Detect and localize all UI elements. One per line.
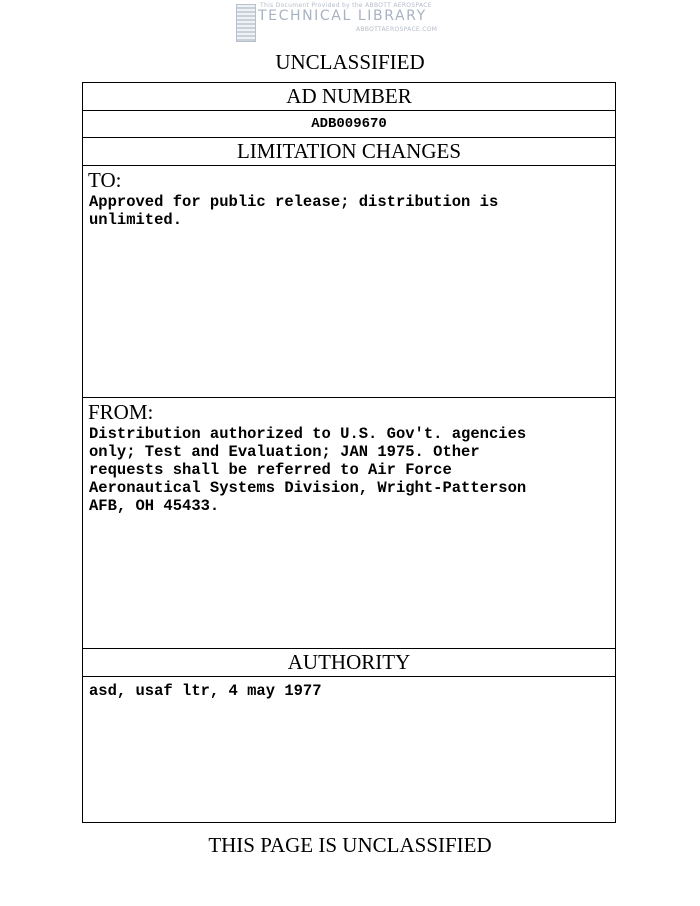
authority-title: AUTHORITY [287,650,411,674]
watermark-library-name: TECHNICAL LIBRARY [258,8,427,24]
watermark-website: ABBOTTAEROSPACE.COM [356,26,438,33]
from-label: FROM: [88,400,154,424]
from-text: Distribution authorized to U.S. Gov't. agencies only; Test and Evaluation; JAN 1975. Other requests shall be referred to Air Force Aeronautical Systems Division, Wright-Patterson AFB, OH 45433. [89,425,527,515]
ad-number-title-row [83,83,615,111]
from-section [83,398,615,649]
limitation-form [82,82,616,823]
footer-classification: THIS PAGE IS UNCLASSIFIED [208,833,492,857]
to-text: Approved for public release; distribution is unlimited. [89,193,499,229]
watermark-provider-text: This Document Provided by the ABBOTT AEROSPACE [260,2,432,9]
ad-number-title: AD NUMBER [286,84,412,108]
authority-title-row [83,649,615,677]
to-section [83,166,615,398]
authority-section [83,677,615,822]
limitation-changes-title: LIMITATION CHANGES [236,139,462,163]
ad-number-row [83,111,615,138]
authority-text: asd, usaf ltr, 4 may 1977 [89,682,322,700]
library-logo-icon [236,4,256,42]
limitation-title-row [83,138,615,166]
ad-number-value: ADB009670 [311,116,387,132]
library-watermark [236,2,456,42]
header-classification: UNCLASSIFIED [275,50,425,74]
to-label: TO: [88,168,122,192]
